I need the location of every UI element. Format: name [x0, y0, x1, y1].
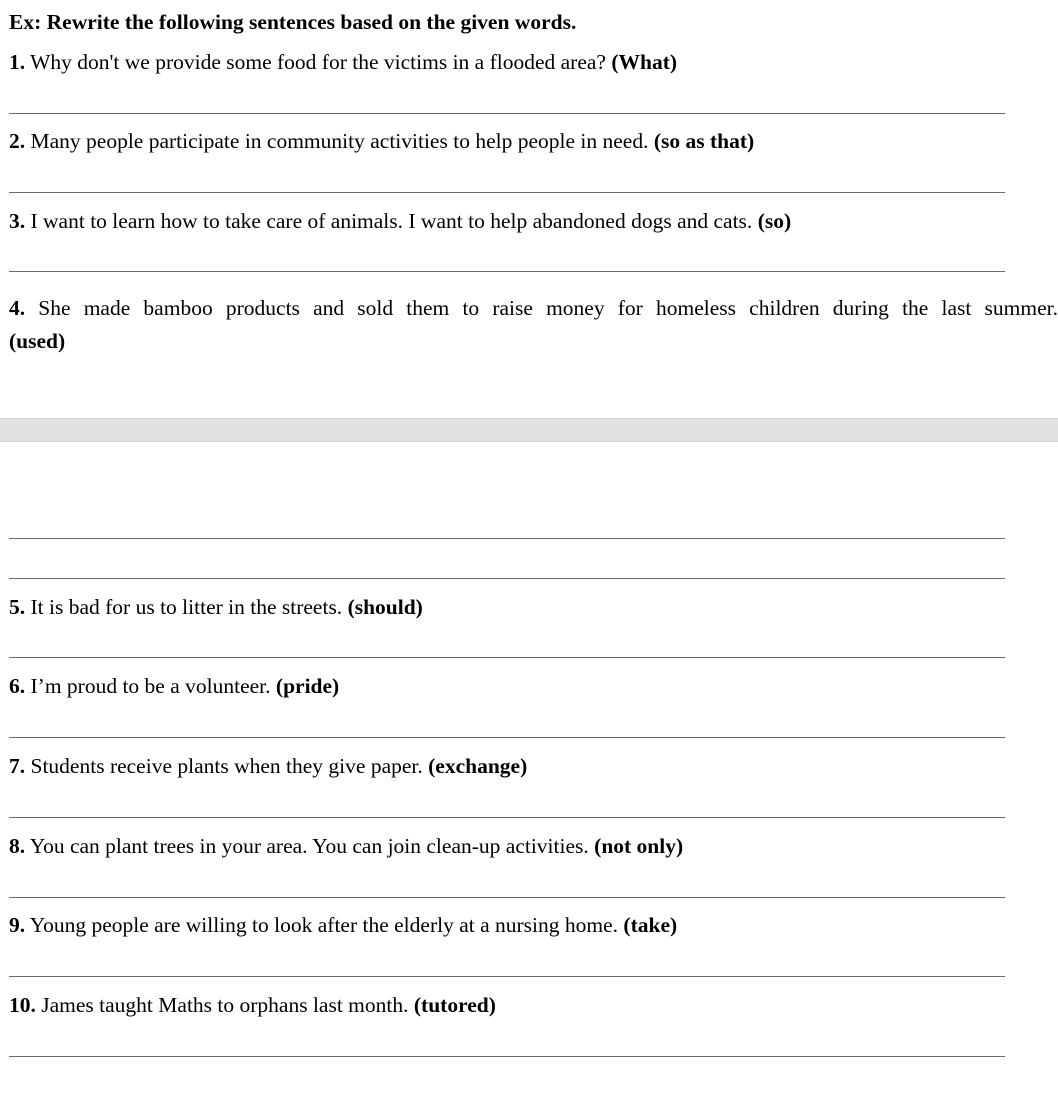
- answer-line-5[interactable]: [9, 657, 1005, 658]
- answer-line-4b[interactable]: [9, 578, 1005, 579]
- exercise-title: Ex: Rewrite the following sentences based on the given words.: [9, 10, 577, 34]
- item-number: 7.: [9, 754, 26, 778]
- item-number: 1.: [9, 50, 26, 74]
- item-hint: (used): [9, 329, 66, 353]
- exercise-item-8: [9, 833, 683, 859]
- answer-line-6[interactable]: [9, 737, 1005, 738]
- item-sentence: I want to learn how to take care of animals. I want to help abandoned dogs and cats.: [30, 209, 753, 233]
- answer-line-8[interactable]: [9, 897, 1005, 898]
- answer-line-3[interactable]: [9, 271, 1005, 272]
- item-hint: (so as that): [653, 129, 755, 153]
- item-sentence: Students receive plants when they give paper.: [30, 754, 423, 778]
- item-number: 2.: [9, 129, 26, 153]
- item-number: 8.: [9, 834, 26, 858]
- answer-line-10[interactable]: [9, 1056, 1005, 1057]
- exercise-item-7: [9, 753, 527, 779]
- exercise-item-6: [9, 673, 339, 699]
- exercise-item-5: [9, 594, 423, 620]
- item-hint: (take): [623, 913, 678, 937]
- item-sentence: You can plant trees in your area. You can join clean-up activities.: [29, 834, 589, 858]
- item-sentence: Why don't we provide some food for the victims in a flooded area?: [30, 50, 606, 74]
- item-number: 4.: [9, 296, 26, 320]
- exercise-item-3: [9, 208, 791, 234]
- answer-line-1[interactable]: [9, 113, 1005, 114]
- answer-line-2[interactable]: [9, 192, 1005, 193]
- item-hint: (should): [347, 595, 423, 619]
- item-sentence: Many people participate in community activities to help people in need.: [30, 129, 649, 153]
- item-hint: (pride): [275, 674, 340, 698]
- item-hint: (not only): [594, 834, 684, 858]
- answer-line-7[interactable]: [9, 817, 1005, 818]
- exercise-item-2: [9, 128, 754, 154]
- item-sentence: James taught Maths to orphans last month.: [41, 993, 409, 1017]
- exercise-item-4: [9, 288, 1058, 328]
- item-hint: (exchange): [428, 754, 528, 778]
- item-number: 5.: [9, 595, 26, 619]
- item-sentence: Young people are willing to look after the elderly at a nursing home.: [29, 913, 619, 937]
- page-break: [0, 418, 1058, 442]
- answer-line-9[interactable]: [9, 976, 1005, 977]
- item-sentence: It is bad for us to litter in the streets.: [30, 595, 343, 619]
- answer-line-4a[interactable]: [9, 538, 1005, 539]
- item-sentence: She made bamboo products and sold them to raise money for homeless children during the last summer.: [38, 296, 1058, 320]
- exercise-item-4-hint-line: [9, 328, 65, 354]
- exercise-item-1: [9, 49, 677, 75]
- exercise-item-10: [9, 992, 496, 1018]
- exercise-item-9: [9, 912, 677, 938]
- item-hint: (What): [611, 50, 678, 74]
- item-number: 3.: [9, 209, 26, 233]
- item-hint: (tutored): [413, 993, 496, 1017]
- item-number: 9.: [9, 913, 26, 937]
- item-number: 10.: [9, 993, 36, 1017]
- item-number: 6.: [9, 674, 26, 698]
- item-hint: (so): [757, 209, 792, 233]
- item-sentence: I’m proud to be a volunteer.: [30, 674, 271, 698]
